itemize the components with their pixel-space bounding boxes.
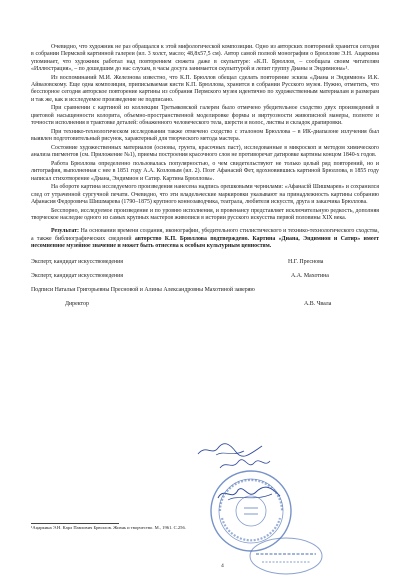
- signature-row-director: [31, 301, 379, 315]
- body-text: [31, 44, 379, 250]
- signature-1-image: [196, 442, 266, 458]
- paragraph-7: На обороте картина исследуемого произведения нанесена надпись орешковыми чернилами: «Афанасій Шишмарев» и сохранился след от утраченной сургучной печати. Очевидно, что эти владельческие маркировки указывают на принадлежность картины собранию Афанасия Федоровича Шишмарева (1790–1875) крупного коннозаводчика, театрала, любителя искусств, друга и заказчика Брюллова.: [31, 184, 379, 205]
- footnote-separator: [31, 523, 119, 524]
- conclusion-bold-text: авторство К.П. Брюллова подтверждено. Картина «Диана, Эндимион и Сатир» имеет несомненное музейное значение и может быть отнесена к особым культурным ценностям.: [31, 235, 379, 249]
- footnote: ¹Ацаркина Э.Н. Карл Павлович Брюллов. Жизнь и творчество. М., 1961. С.256.: [31, 525, 186, 530]
- expertise-stamp: [246, 534, 326, 578]
- conclusion-regular-text: На основании времени создания, иконографии, убедительного стилистического и технико-технологического сходства, а также библиографических сведений: [31, 228, 379, 242]
- signature-confirmation: Подписи Натальи Григорьевны Пресновой и Алины Александровны Махотиной заверяю: [31, 287, 255, 294]
- expert-2-role: Эксперт, кандидат искусствоведения: [31, 273, 124, 280]
- conclusion-label: Результат:: [51, 228, 79, 235]
- paragraph-5: Состояние художественных материалов (основы, грунта, красочных паст), исследованные в микроскоп и методом химического анализа пигментов (см. Приложение №1), приемы построения красочного слоя не противоречат датировке картины концом 1840-х годов.: [31, 144, 379, 159]
- director-role: Директор: [65, 301, 89, 308]
- director-name: А.В. Чвала: [304, 301, 332, 308]
- expert-1-role: Эксперт, кандидат искусствоведения: [31, 259, 124, 266]
- expert-2-name: А.А. Махотина: [291, 273, 329, 280]
- paragraph-8: Бесспорно, исследуемое произведение и по уровню исполнения, и провенансу представляет исключительную редкость, дополняя творческое наследие одного из самых крупных мастеров живописи в истории русского искусства первой половины XIX века.: [31, 207, 379, 222]
- signature-row-expert-2: [31, 273, 379, 287]
- signature-block: [31, 259, 379, 315]
- expert-1-name: Н.Г. Преснова: [288, 259, 324, 266]
- paragraph-3: При сравнении с картиной из коллекции Третьяковской галереи было отмечено убедительное сходство двух произведений в цветовой насыщенности колорита, объемно-пространственной моделировке формы и виртуозности живописной манеры, полноте и точности исполнения в трактовке деталей: обнаженного человеческого тела, шерсти и волос, листвы и складок драпировки.: [31, 105, 379, 126]
- page-number: 4: [221, 563, 224, 569]
- paragraph-1: Очевидно, что художник не раз обращался к этой мифологической композиции. Одно из авторских повторений хранится сегодня в собрании Пермской картинной галереи (ил. 3 холст, масло; 48,8x57,5 см). Автор самой полной монографии о Брюллове Э.Н. Ацаркина упоминает, что художник работал над повторением сюжета даже в скульптуре: «К.П. Брюллов, – сообщала своим читателям «Иллюстрация», – по дошедшим до нас слухам, в часы досуга занимается скульптурой и лепит группу Дианы и Эндимиона»¹.: [31, 44, 379, 72]
- paragraph-6: Работа Брюллова определенно пользовалась популярностью, о чем свидетельствуют не только целый ряд повторений, но и литография, выполненная с нее в 1851 году А.А. Козловым (ил. 2). Поэт Афанасий Фет, вдохновившись картиной Брюллова, в 1855 году написал стихотворение «Диана, Эндимион и Сатир. Картина Брюллова».: [31, 160, 379, 182]
- signature-row-expert-1: [31, 259, 379, 273]
- conclusion-paragraph: [31, 228, 379, 250]
- paragraph-2: Из воспоминаний М.И. Железнова известно, что К.П. Брюллов обещал сделать повторение эскиза «Диана и Эндимион» И.К. Айвазовскому. Еще одна композиция, приписываемая кисти К.П. Брюллова, хранится в собрании Русского музея. Нужно, отметить, что бесспорное сегодня авторское повторение картины из собрания Пермского музея идентично по художественным материалам и размерам и так же, как и исследуемое произведение не подписано.: [31, 74, 379, 103]
- paragraph-4: При технико-технологическом исследовании также отмечено сходство с эталоном Брюллова – в ИК-диапазоне излучения был выявлен подготовительный рисунок, характерный для творческого метода мастера.: [31, 128, 379, 143]
